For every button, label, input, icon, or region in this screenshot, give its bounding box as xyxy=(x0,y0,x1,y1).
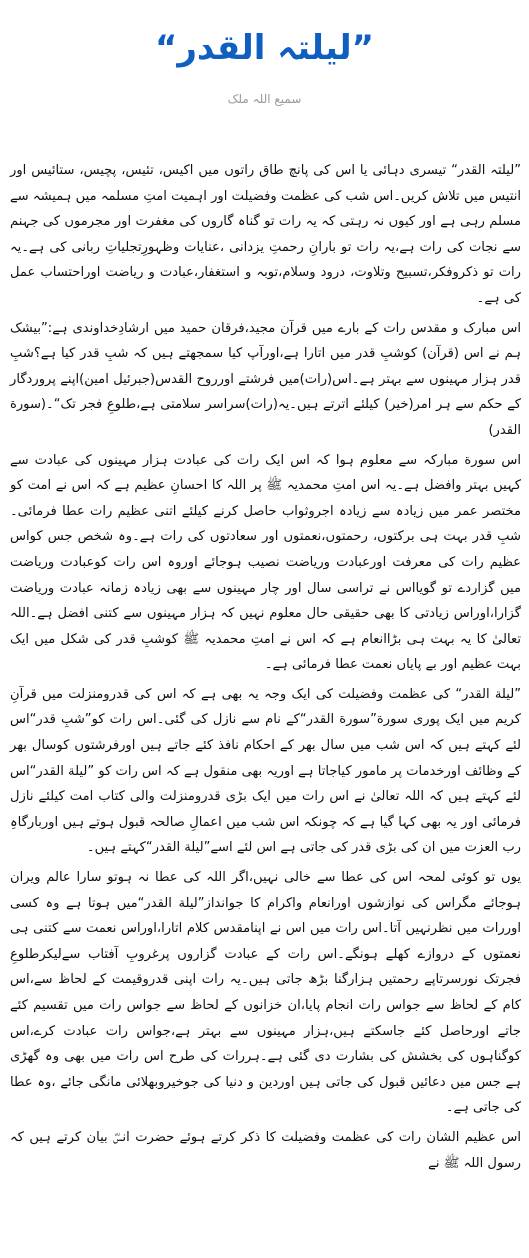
paragraph: ”لیلتہ القدر“ تیسری دہائی یا اس کی پانچ طاق راتوں میں اکیس، تئیس، پچیس، ستائیس اور انتیس میں تلاش کریں۔اس شب کی عظمت وفضیلت اور اہمیت امتِ مسلمہ میں ہمیشہ سے مسلم رہی ہے اور کیوں نہ رہتی کہ یہ رات تو گناہ گاروں کی مغفرت اور مجرموں کی جہنم سے نجات کی رات ہے،یہ رات تو بارانِ رحمتِ یزدانی ،عنایات وظہورِتجلیاتِ ربانی کی ہے۔یہ رات تو ذکروفکر،تسبیح وتلاوت، درود وسلام،توبہ و استغفار،عبادت و ریاضت اوراحتساب عمل کی ہے۔ xyxy=(10,163,521,306)
paragraph: یوں تو کوئی لمحہ اس کی عطا سے خالی نہیں،اگر اللہ کی عطا نہ ہوتو سارا عالم ویران ہوجائے مگراس کی نوازشوں اورانعام واکرام کا جوانداز”لیلة القدر“میں ہوتا ہے وہ کسی اوررات میں نظرنہیں آتا۔اس رات میں اس نے اپنامقدس کلام اتارا،اوراس نعمت سے کتنی ہی نعمتوں کے دروازے کھلے ہونگے۔اس رات کے عبادت گزاروں پرغروبِ آفتاب سےلیکرطلوعِ فجرتک نورسرتاپے رحمتیں ہزارگنا بڑھ جاتی ہیں۔یہ رات اپنی قدروقیمت کے لحاظ سے،اس کام کے لحاظ سے جواس رات انجام پایا،ان خزانوں کے لحاظ سے جواس رات میں تقسیم کئے جاتے اورحاصل کئے جاسکتے ہیں،ہزار مہینوں سے بہتر ہے،جواس رات عبادت کرے،اس کوگناہوں کی بخشش کی بشارت دی گئی ہے۔ہررات کی طرح اس رات میں بھی وہ گھڑی ہے جس میں دعائیں قبول کی جاتی ہیں اوردین و دنیا کی جوخیروبھلائی مانگی جائے ،وہ عطا کی جاتی ہے۔ xyxy=(10,870,521,1116)
article-title: ”لیلتہ القدر“ xyxy=(155,28,374,68)
paragraph: ”لیلة القدر“ کی عظمت وفضیلت کی ایک وجہ یہ بھی ہے کہ اس کی قدرومنزلت میں قرآنِ کریم میں ایک پوری سورة”سورة القدر“کے نام سے نازل کی گئی۔اس رات کو”شبِ قدر“اس لئے کہتے ہیں کہ اس شب میں سال بھر کے احکام نافذ کئے جاتے ہیں اورفرشتوں کوسال بھر کے وظائف اورخدمات پر مامور کیاجاتا ہے اوریہ بھی منقول ہے کہ اس رات کو ”لیلة القدر“اس لئے کہتے ہیں کہ اللہ تعالیٰ نے اس رات میں ایک بڑی قدرومنزلت والی کتاب امت کیلئے نازل فرمائی اور یہ بھی کہا گیا ہے کہ چونکہ اس شب میں اعمالِ صالحہ قبول ہوتے ہیں اوربارگاہِ رب العزت میں ان کی بڑی قدر کی جاتی ہے اس لئے اسے”لیلة القدر“کہتے ہیں۔ xyxy=(10,686,521,856)
article-body xyxy=(10,158,521,1180)
author-byline: سمیع اللہ ملک xyxy=(227,92,302,106)
paragraph: اس عظیم الشان رات کی عظمت وفضیلت کا ذکر کرتے ہوئے حضرت انسؓ بیان کرتے ہیں کہ رسول اللہ ﷺ نے xyxy=(10,1129,521,1171)
paragraph: اس سورة مبارکہ سے معلوم ہوا کہ اس ایک رات کی عبادت ہزار مہینوں کی عبادت سے کہیں بہتر وافضل ہے۔یہ اس امتِ محمدیہ ﷺ پر اللہ کا احسانِ عظیم ہے کہ اس نے امت کو مختصر عمر میں زیادہ سے زیادہ اجروثواب حاصل کرنے کیلئے اتنی عظیم رات عطا فرمائی۔شبِ قدر بہت ہی برکتوں، رحمتوں،نعمتوں اور سعادتوں کی رات ہے۔وہ شخص جس کواس عظیم رات کی معرفت اورعبادت وریاضت نصیب ہوجائے اوروہ اس رات کوعبادت وریاضت میں گزاردے تو گویااس نے تراسی سال اور چار مہینوں سے بھی زیادہ زمانہ عبادت وریاضت گزارا،اوراس زیادتی کا بھی حقیقی حال معلوم نہیں کہ ہزار مہینوں سے کتنی افضل ہے۔اللہ تعالیٰ کا یہ بہت ہی بڑاانعام ہے کہ اس نے امتِ محمدیہ ﷺ کوشبِ قدر کی شکل میں ایک بہت عظیم اور بے پایاں نعمت عطا فرمائی ہے۔ xyxy=(10,452,521,673)
paragraph: اس مبارک و مقدس رات کے بارے میں قرآن مجید،فرقان حمید میں ارشادِخداوندی ہے:”بیشک ہم نے اس (قرآن) کوشبِ قدر میں اتارا ہے،اورآپ کیا سمجھتے ہیں کہ شبِ قدر کیا ہے؟شبِ قدر ہزار مہینوں سے بہتر ہے۔اس(رات)میں فرشتے اورروح القدس(جبرئیل امین)اپنے پروردگار کے حکم سے ہر امر(خیر) کیلئے اترتے ہیں۔یہ(رات)سراسر سلامتی ہے،طلوعِ فجر تک“۔(سورة القدر) xyxy=(10,320,521,438)
